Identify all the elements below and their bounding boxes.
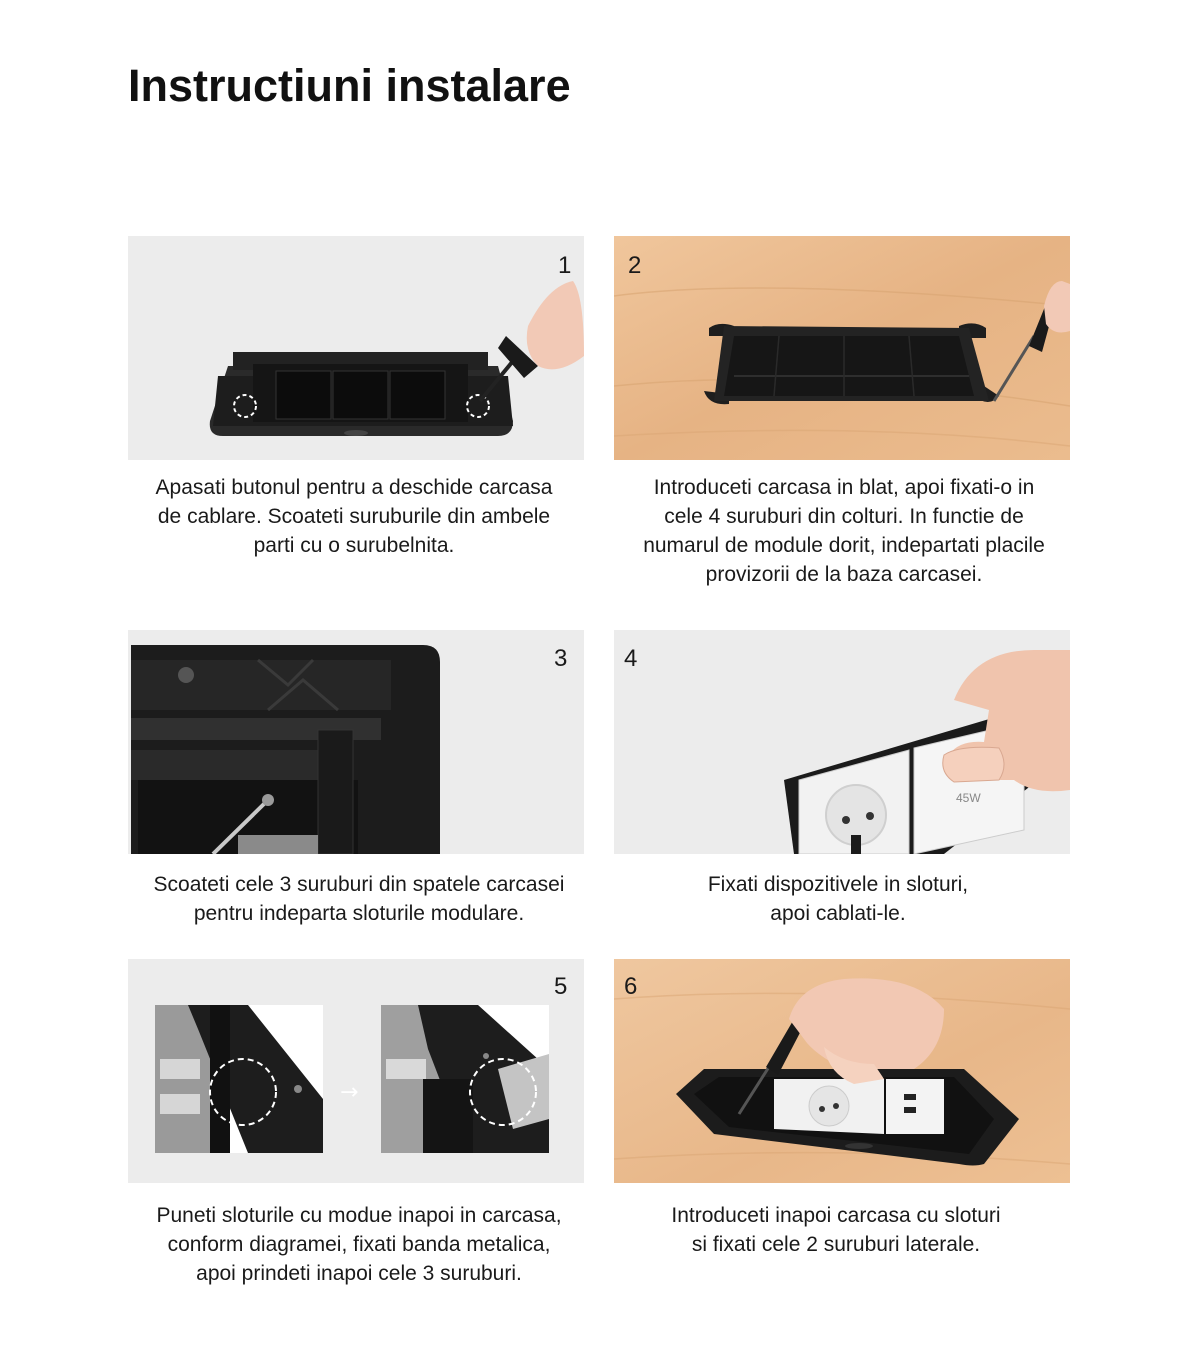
- step-6-number: 6: [624, 973, 638, 1000]
- caption-line: apoi prindeti inapoi cele 3 suruburi.: [196, 1262, 522, 1285]
- step-2-number: 2: [628, 252, 642, 279]
- step-4-caption: [603, 870, 1073, 928]
- caption-line: pentru indeparta sloturile modulare.: [193, 902, 525, 925]
- charger-label: 45W: [956, 791, 981, 805]
- step-2-photo: [614, 236, 1070, 460]
- caption-line: Apasati butonul pentru a deschide carcasa: [155, 476, 553, 499]
- svg-text:→: →: [340, 1080, 359, 1105]
- step-1-photo: [128, 236, 584, 460]
- caption-line: Introduceti inapoi carcasa cu sloturi: [671, 1204, 1001, 1227]
- caption-line: conform diagramei, fixati banda metalica,: [167, 1233, 551, 1256]
- step-3-number: 3: [554, 645, 568, 672]
- page-title: Instructiuni instalare: [128, 60, 571, 111]
- step-6-photo: [614, 959, 1070, 1183]
- step-1-number: 1: [558, 252, 572, 279]
- step-5-caption: [124, 1201, 594, 1288]
- step-4-number: 4: [624, 645, 638, 672]
- caption-line: apoi cablati-le.: [770, 902, 906, 925]
- caption-line: parti cu o surubelnita.: [253, 534, 455, 557]
- caption-line: Puneti sloturile cu modue inapoi in carcasa,: [156, 1204, 562, 1227]
- caption-line: Scoateti cele 3 suruburi din spatele carcasei: [153, 873, 565, 896]
- step-3-photo: [128, 630, 584, 854]
- caption-line: si fixati cele 2 suruburi laterale.: [691, 1233, 981, 1256]
- caption-line: Fixati dispozitivele in sloturi,: [707, 873, 969, 896]
- caption-line: Introduceti carcasa in blat, apoi fixati-o in: [653, 476, 1035, 499]
- step-5-photo: [128, 959, 584, 1183]
- step-5-number: 5: [554, 973, 568, 1000]
- step-1-caption: [119, 473, 589, 560]
- step-2-caption: [609, 473, 1079, 589]
- step-3-caption: [124, 870, 594, 928]
- step-6-caption: [601, 1201, 1071, 1259]
- caption-line: cele 4 suruburi din colturi. In functie de: [664, 505, 1024, 528]
- step-4-photo: [614, 630, 1070, 854]
- caption-line: provizorii de la baza carcasei.: [705, 563, 983, 586]
- caption-line: numarul de module dorit, indepartati placile: [643, 534, 1045, 557]
- caption-line: de cablare. Scoateti suruburile din ambele: [157, 505, 551, 528]
